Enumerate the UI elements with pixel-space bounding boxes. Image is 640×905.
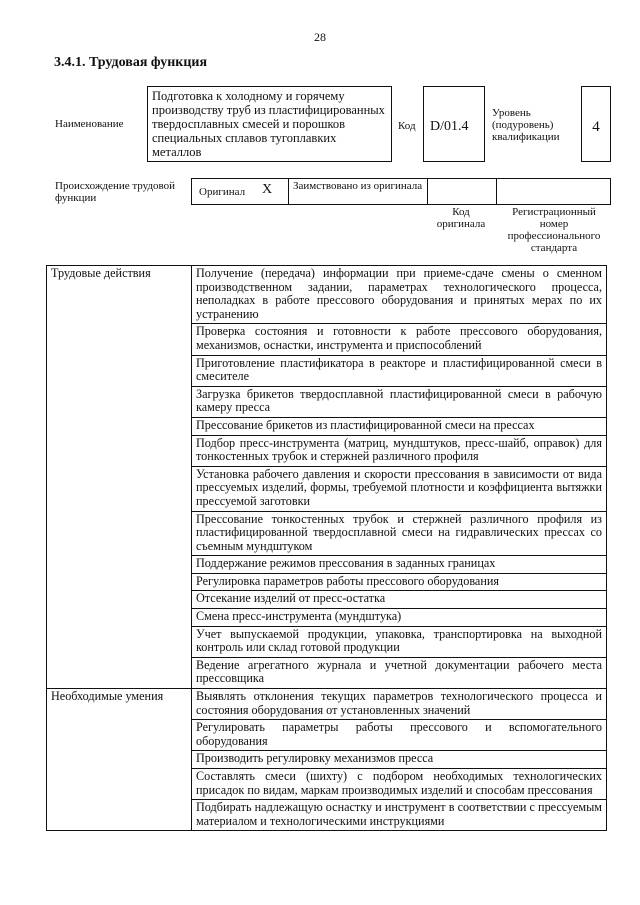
section-title: 3.4.1. Трудовая функция	[54, 55, 208, 70]
list-item: Подбирать надлежащую оснастку и инструмент в соответствии с прессуемым материалом и технологическими инструкциями	[192, 800, 607, 831]
original-label: Оригинал	[199, 186, 246, 198]
list-item: Регулировать параметры работы прессового и вспомогательного оборудования	[192, 720, 607, 751]
borrowed-label: Заимствовано из оригинала	[293, 180, 423, 192]
original-cell	[191, 178, 289, 205]
section-label: Необходимые умения	[47, 689, 192, 831]
original-mark: X	[262, 182, 273, 197]
list-item: Регулировка параметров работы прессового оборудования	[192, 573, 607, 591]
function-name: Подготовка к холодному и горячему производству труб из пластифицированных твердосплавных смесей и порошков специальных сплавов тугоплавких металлов	[147, 86, 392, 162]
list-item: Проверка состояния и готовности к работе прессового оборудования, механизмов, оснастки, инструмента и приспособлений	[192, 324, 607, 355]
functions-table	[46, 265, 607, 831]
list-item: Составлять смеси (шихту) с подбором необходимых технологических присадок по видам, маркам производимых изделий и способам прессования	[192, 769, 607, 800]
list-item: Ведение агрегатного журнала и учетной документации рабочего места прессовщика	[192, 657, 607, 688]
list-item: Загрузка брикетов твердосплавной пластифицированной смеси в рабочую камеру пресса	[192, 386, 607, 417]
list-item: Прессование тонкостенных трубок и стержней различного профиля из пластифицированной твердосплавной смеси на гидравлических прессах со съемным мундштуком	[192, 511, 607, 556]
list-item: Учет выпускаемой продукции, упаковка, транспортировка на выходной контроль или склад готовой продукции	[192, 626, 607, 657]
list-item: Подбор пресс-инструмента (матриц, мундштуков, пресс-шайб, оправок) для тонкостенных трубок и стержней различного профиля	[192, 435, 607, 466]
reg-number-caption: Регистрационный номер профессионального стандарта	[507, 206, 601, 254]
code-orig-caption: Код оригинала	[436, 206, 486, 230]
table-row	[47, 266, 607, 324]
list-item: Получение (передача) информации при приеме-сдаче смены о сменном производственном задании, параметрах технологического процесса, неполадках в работе прессового оборудования и принятых мерах по их устранению	[192, 266, 607, 324]
name-label: Наименование	[55, 118, 124, 130]
list-item: Поддержание режимов прессования в заданных границах	[192, 556, 607, 574]
list-item: Установка рабочего давления и скорости прессования в зависимости от вида прессуемых изделий, формы, требуемой плотности и коэффициента вытяжки прессуемой заготовки	[192, 466, 607, 511]
code-label: Код	[398, 120, 416, 132]
list-item: Отсекание изделий от пресс-остатка	[192, 591, 607, 609]
list-item: Выявлять отклонения текущих параметров технологического процесса и состояния оборудования от установленных значений	[192, 689, 607, 720]
origin-label: Происхождение трудовой функции	[55, 180, 176, 204]
table-row	[47, 689, 607, 720]
code-value: D/01.4	[423, 86, 485, 162]
list-item: Производить регулировку механизмов пресса	[192, 751, 607, 769]
list-item: Приготовление пластификатора в реакторе и пластифицированной смеси в смесителе	[192, 355, 607, 386]
list-item: Смена пресс-инструмента (мундштука)	[192, 609, 607, 627]
level-value: 4	[581, 86, 611, 162]
code-orig-cell	[427, 178, 497, 205]
level-label: Уровень (подуровень) квалификации	[492, 107, 560, 143]
section-label: Трудовые действия	[47, 266, 192, 689]
reg-number-cell	[496, 178, 611, 205]
page-number: 28	[314, 30, 326, 44]
list-item: Прессование брикетов из пластифицированной смеси на прессах	[192, 417, 607, 435]
borrowed-cell	[288, 178, 428, 205]
